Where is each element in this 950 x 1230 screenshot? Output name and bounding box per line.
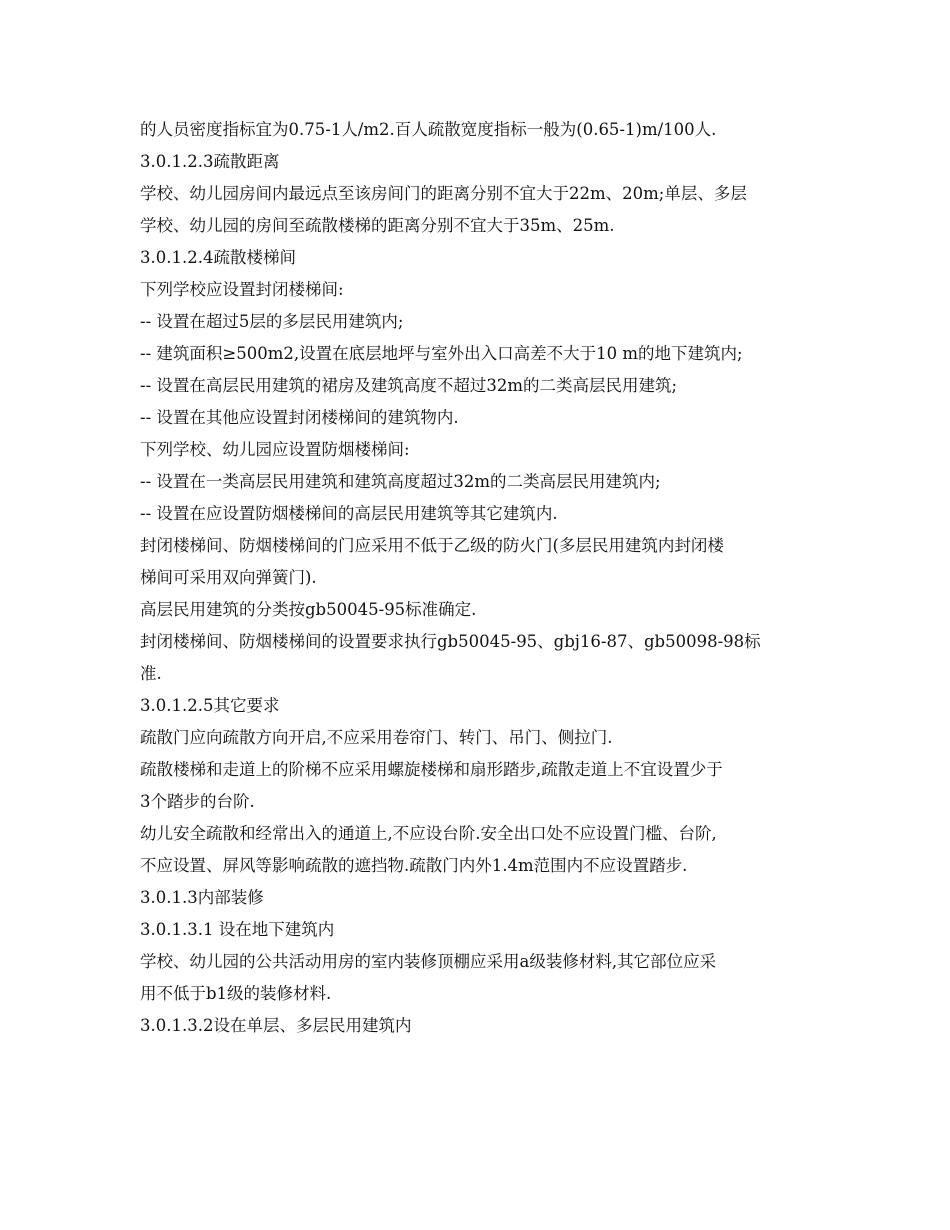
body-line: 疏散楼梯和走道上的阶梯不应采用螺旋楼梯和扇形踏步,疏散走道上不宜设置少于 bbox=[140, 760, 723, 779]
body-line: 幼儿安全疏散和经常出入的通道上,不应设台阶.安全出口处不应设置门槛、台阶, bbox=[140, 824, 717, 843]
list-item: -- 设置在高层民用建筑的裙房及建筑高度不超过32m的二类高层民用建筑; bbox=[140, 376, 678, 395]
section-heading: 3.0.1.3内部装修 bbox=[140, 888, 264, 907]
body-line: 准. bbox=[140, 664, 162, 683]
body-line: 学校、幼儿园的房间至疏散楼梯的距离分别不宜大于35m、25m. bbox=[140, 216, 615, 235]
body-line: 下列学校、幼儿园应设置防烟楼梯间: bbox=[140, 440, 410, 459]
body-line: 下列学校应设置封闭楼梯间: bbox=[140, 280, 344, 299]
body-line: 封闭楼梯间、防烟楼梯间的设置要求执行gb50045-95、gbj16-87、gb50098-98标 bbox=[140, 632, 761, 651]
section-heading: 3.0.1.2.5其它要求 bbox=[140, 696, 280, 715]
list-item: -- 设置在其他应设置封闭楼梯间的建筑物内. bbox=[140, 408, 459, 427]
document-body bbox=[140, 114, 830, 1042]
list-item: -- 设置在应设置防烟楼梯间的高层民用建筑等其它建筑内. bbox=[140, 504, 558, 523]
body-line: 用不低于b1级的装修材料. bbox=[140, 984, 332, 1003]
section-heading: 3.0.1.3.1 设在地下建筑内 bbox=[140, 920, 335, 939]
list-item: -- 设置在一类高层民用建筑和建筑高度超过32m的二类高层民用建筑内; bbox=[140, 472, 661, 491]
body-line: 高层民用建筑的分类按gb50045-95标准确定. bbox=[140, 600, 477, 619]
body-line: 梯间可采用双向弹簧门). bbox=[140, 568, 317, 587]
body-line: 学校、幼儿园房间内最远点至该房间门的距离分别不宜大于22m、20m;单层、多层 bbox=[140, 184, 747, 203]
body-line: 的人员密度指标宜为0.75-1人/m2.百人疏散宽度指标一般为(0.65-1)m/100人. bbox=[140, 120, 717, 139]
body-line: 3个踏步的台阶. bbox=[140, 792, 255, 811]
body-line: 疏散门应向疏散方向开启,不应采用卷帘门、转门、吊门、侧拉门. bbox=[140, 728, 613, 747]
body-line: 不应设置、屏风等影响疏散的遮挡物.疏散门内外1.4m范围内不应设置踏步. bbox=[140, 856, 688, 875]
list-item: -- 设置在超过5层的多层民用建筑内; bbox=[140, 312, 404, 331]
section-heading: 3.0.1.3.2设在单层、多层民用建筑内 bbox=[140, 1016, 412, 1035]
section-heading: 3.0.1.2.4疏散楼梯间 bbox=[140, 248, 296, 267]
body-line: 学校、幼儿园的公共活动用房的室内装修顶棚应采用a级装修材料,其它部位应采 bbox=[140, 952, 717, 971]
body-line: 封闭楼梯间、防烟楼梯间的门应采用不低于乙级的防火门(多层民用建筑内封闭楼 bbox=[140, 536, 724, 555]
section-heading: 3.0.1.2.3疏散距离 bbox=[140, 152, 280, 171]
list-item: -- 建筑面积≥500m2,设置在底层地坪与室外出入口高差不大于10 m的地下建筑内; bbox=[140, 344, 743, 363]
